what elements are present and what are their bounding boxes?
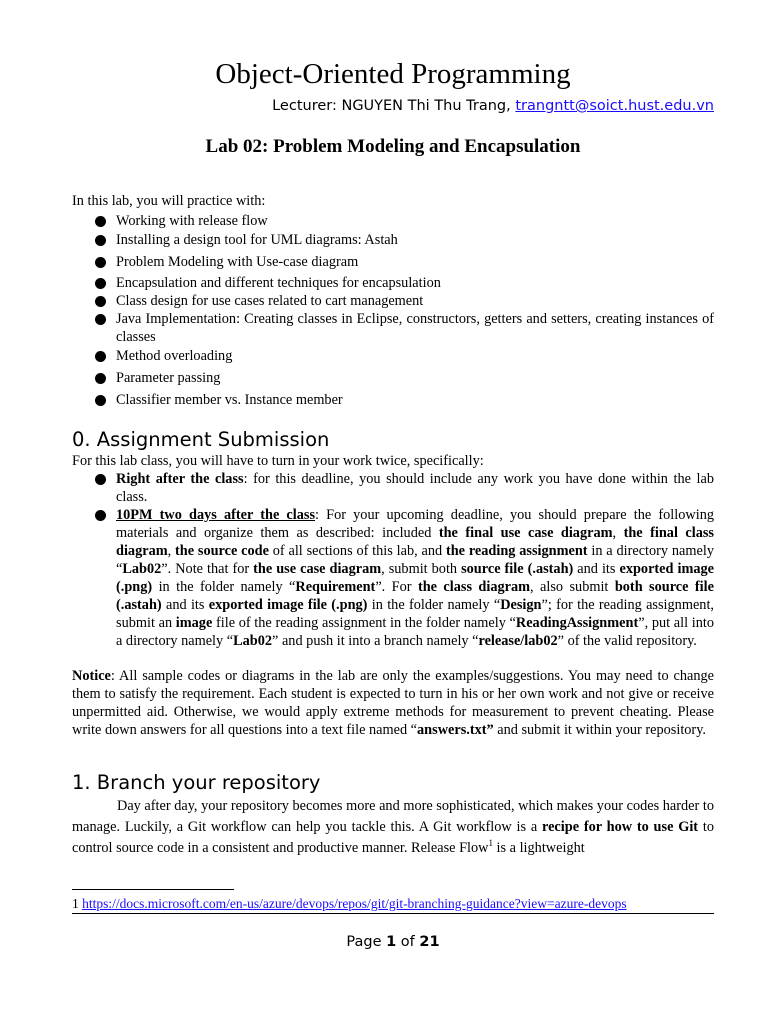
bullet-icon bbox=[95, 278, 106, 289]
bullet-icon bbox=[95, 296, 106, 307]
list-item: Problem Modeling with Use-case diagram bbox=[72, 253, 714, 271]
lecturer-name: Lecturer: NGUYEN Thi Thu Trang, bbox=[272, 98, 516, 114]
bullet-icon bbox=[95, 351, 106, 362]
current-page-number: 1 bbox=[386, 934, 397, 950]
list-item: Working with release flow bbox=[72, 212, 714, 230]
bullet-icon bbox=[95, 474, 106, 485]
submission-list bbox=[72, 470, 714, 650]
list-item: Parameter passing bbox=[72, 369, 714, 387]
list-item: Right after the class: for this deadline, you should include any work you have done within the lab class. bbox=[72, 470, 714, 506]
list-item: Classifier member vs. Instance member bbox=[72, 391, 714, 409]
section-heading-branch: 1. Branch your repository bbox=[72, 771, 321, 794]
list-item: 10PM two days after the class: For your upcoming deadline, you should prepare the following materials and organize them as described: included the final use case diagram, the final class diagram, the source code of all sections of this lab, and the reading assignment in a directory namely “Lab02”. Note that for the use case diagram, submit both source file (.astah) and its exported image (.png) in the folder namely “Requirement”. For the class diagram, also submit both source file (.astah) and its exported image file (.png) in the folder namely “Design”; for the reading assignment, submit an image file of the reading assignment in the folder namely “ReadingAssignment”, put all into a directory namely “Lab02” and push it into a branch namely “release/lab02” of the valid repository. bbox=[72, 506, 714, 650]
section-heading-submission: 0. Assignment Submission bbox=[72, 428, 330, 451]
intro-lead: In this lab, you will practice with: bbox=[72, 193, 266, 209]
lecturer-line bbox=[272, 96, 714, 116]
footnote-link[interactable]: https://docs.microsoft.com/en-us/azure/devops/repos/git/git-branching-guidance?view=azure-devops bbox=[82, 896, 627, 911]
bullet-icon bbox=[95, 257, 106, 268]
total-page-count: 21 bbox=[419, 934, 440, 950]
list-item: Encapsulation and different techniques for encapsulation bbox=[72, 274, 714, 292]
bullet-icon bbox=[95, 510, 106, 521]
list-item: Class design for use cases related to cart management bbox=[72, 292, 714, 310]
bullet-icon bbox=[95, 373, 106, 384]
list-item: Method overloading bbox=[72, 347, 714, 365]
bullet-icon bbox=[95, 314, 106, 325]
branch-paragraph: Day after day, your repository becomes more and more sophisticated, which makes your codes harder to manage. Luckily, a Git workflow can help you tackle this. A Git workflow is a recipe for how to use Git to control source code in a consistent and productive manner. Release Flow$^1$ is a lightweight bbox=[72, 798, 714, 856]
notice-paragraph: Notice: All sample codes or diagrams in the lab are only the examples/suggestions. You may need to change them to satisfy the requirement. Each student is expected to turn in his or her own work and not give or receive unpermitted aid. Otherwise, we would apply extreme methods for measurement to prevent cheating. Please write down answers for all questions into a text file named “answers.txt” and submit it within your repository. bbox=[72, 668, 714, 738]
footnote bbox=[72, 895, 714, 914]
list-item: Java Implementation: Creating classes in Eclipse, constructors, getters and setters, creating instances of classes bbox=[72, 310, 714, 346]
submission-lead: For this lab class, you will have to turn in your work twice, specifically: bbox=[72, 453, 484, 469]
page-footer: Page 1 of 21 bbox=[346, 934, 440, 950]
practice-list bbox=[72, 212, 714, 409]
footnote-number: 1 bbox=[72, 896, 83, 911]
lab-title: Lab 02: Problem Modeling and Encapsulation bbox=[205, 136, 581, 157]
bullet-icon bbox=[95, 395, 106, 406]
list-item: Installing a design tool for UML diagrams: Astah bbox=[72, 231, 714, 249]
footnote-separator bbox=[72, 889, 234, 890]
footnote-ref[interactable]: 1 bbox=[488, 838, 493, 849]
course-title: Object-Oriented Programming bbox=[215, 58, 571, 90]
bullet-icon bbox=[95, 235, 106, 246]
bullet-icon bbox=[95, 216, 106, 227]
lecturer-email-link[interactable]: trangntt@soict.hust.edu.vn bbox=[515, 98, 714, 114]
